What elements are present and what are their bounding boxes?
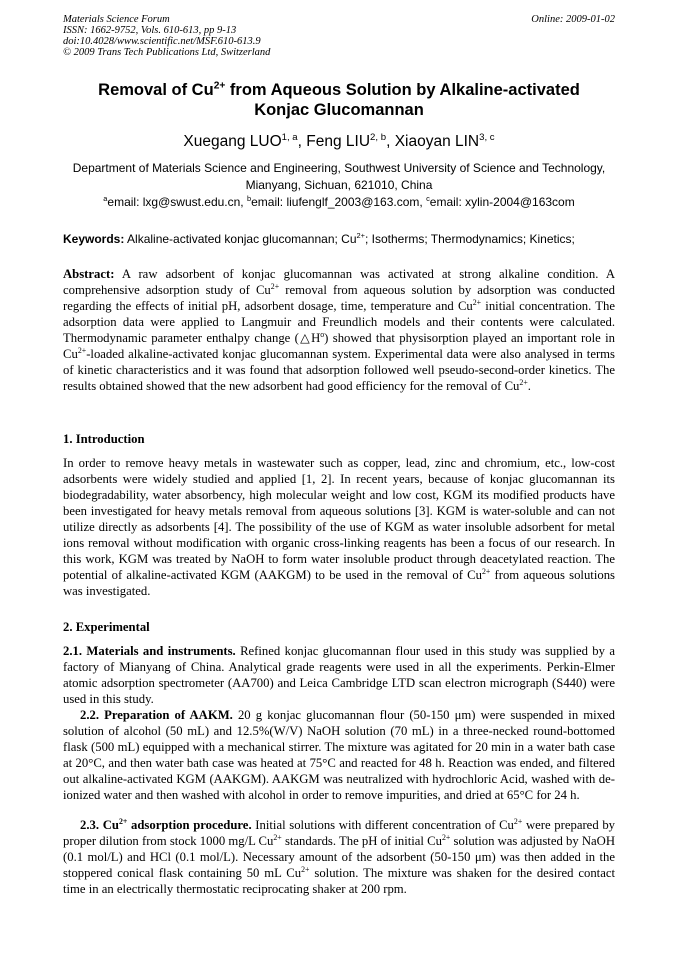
issn-line: ISSN: 1662-9752, Vols. 610-613, pp 9-13 <box>63 25 237 36</box>
online-date: Online: 2009-01-02 <box>531 14 615 25</box>
email-link[interactable]: email: xylin-2004@163com <box>429 195 575 209</box>
doi-line[interactable]: doi:10.4028/www.scientific.net/MSF.610-613.9 <box>63 36 261 47</box>
abstract: Abstract: A raw adsorbent of konjac glucomannan was activated at strong alkaline condition. A comprehensive adsorption study of $Cu^{2+}$ removal from aqueous solution by adsorption was conducted regarding the effects of initial pH, adsorbent dosage, time, temperature and $Cu^{2+}$ initial concentration. The adsorption data were applied to Langmuir and Freundlich models and their contents were calculated. Thermodynamic parameter enthalpy change $(\triangle H^o)$ showed that physisorption played an important role in $Cu^{2+}$-loaded alkaline-activated konjac glucomannan system. Experimental data were also analysed in terms of kinetic characteristics and it was found that adsorption followed well pseudo-second-order kinetics. The results obtained showed that the new adsorbent had good efficiency for the removal of $Cu^{2+}$. <box>63 267 615 393</box>
author-name: Feng LIU <box>306 133 371 150</box>
copyright-line: © 2009 Trans Tech Publications Ltd, Switzerland <box>63 47 271 58</box>
journal-header <box>63 14 615 58</box>
subsection-label: 2.3. $Cu^{2+}$ adsorption procedure. <box>80 816 252 832</box>
author-name: Xuegang LUO <box>183 133 282 150</box>
subsection-materials: 2.1. Materials and instruments. Refined konjac glucomannan flour used in this study was supplied by a factory of Mianyang of China. Analytical grade reagents were used in all the experiments. Perkin-Elmer atomic adsorption spectrometer (AA700) and Leica Cambridge LTD scan electron micrograph (S440) were used in this study. <box>63 644 615 706</box>
abstract-label: Abstract: <box>63 267 115 281</box>
author-emails: $^a$email: lxg@swust.edu.cn, $^b$email: liufenglf_2003@163.com, $^c$email: xylin-2004@163com <box>103 194 575 209</box>
keywords-label: Keywords: <box>63 232 125 246</box>
email-link[interactable]: email: liufenglf_2003@163.com, <box>251 195 427 209</box>
section-heading-introduction: 1. Introduction <box>63 432 145 446</box>
author-name: Xiaoyan LIN <box>394 133 480 150</box>
introduction-paragraph: In order to remove heavy metals in wastewater such as copper, lead, zinc and chromium, etc., low-cost adsorbents were widely studied and applied [1, 2]. In recent years, because of konjac glucomannan its biodegradability, water absorbency, high molecular weight and low cost, KGM its modified products have been investigated for heavy metals removal from aqueous solutions [3]. KGM is water-soluble and can not utilize directly as adsorbents [4]. The possibility of the use of KGM as water insoluble adsorbent for metal ions removal without modification with organic cross-linking reagents has been a focus of our research. In this work, KGM was treated by NaOH to form water insoluble product through deacetylated reaction. The potential of alkaline-activated KGM (AAKGM) to be used in the removal of $Cu^{2+}$ from aqueous solutions was investigated. <box>63 456 615 598</box>
keywords: Keywords: Alkaline-activated konjac glucomannan; $Cu^{2+}$; Isotherms; Thermodynamics; Kinetics; <box>63 231 575 246</box>
subsection-label: 2.2. Preparation of AAKM. <box>80 708 233 722</box>
subsection-adsorption-procedure: 2.3. $Cu^{2+}$ adsorption procedure. Initial solutions with different concentration of $Cu^{2+}$ were prepared by proper dilution from stock 1000 mg/L $Cu^{2+}$ standards. The pH of initial $Cu^{2+}$ solution was adjusted by NaOH (0.1 mol/L) and HCl (0.1 mol/L). Necessary amount of the adsorbent (50-150 μm) was then added in the stoppered conical flask containing 50 mL $Cu^{2+}$ solution. The mixture was shaken for the desired contact time in an electrically thermostatic reciprocating shaker at 200 rpm. <box>63 816 616 896</box>
paper-title: Removal of $Cu^{2+}$ from Aqueous Solution by Alkaline-activated Konjac Glucomannan <box>98 80 580 119</box>
subsection-preparation: 2.2. Preparation of AAKM. 20 g konjac glucomannan flour (50-150 μm) were suspended in mixed solution of alcohol (50 mL) and 12.5%(W/V) NaOH solution (70 mL) in a three-necked round-bottomed flask (500 mL) equipped with a mechanical stirrer. The mixture was agitated for 20 min in a water bath case at 20°C, and then water bath case was heated at 75°C and reacted for 48 h. Reaction was ended, and filtered out alkaline-activated KGM (AAKGM). AAKGM was neutralized with hydrochloric Acid, washed with de-ionized water and then washed with alcohol in order to remove impurities, and dried at 65°C for 24 h. <box>63 708 615 802</box>
affiliation: Department of Materials Science and Engineering, Southwest University of Science and Technology, Mianyang, Sichuan, 621010, China <box>72 161 606 192</box>
journal-name: Materials Science Forum <box>63 14 170 25</box>
email-link[interactable]: email: lxg@swust.edu.cn, <box>107 195 247 209</box>
section-heading-experimental: 2. Experimental <box>63 620 150 634</box>
author-list: Xuegang LUO$^{1, a}$, Feng LIU$^{2, b}$, Xiaoyan LIN$^{3, c}$ <box>183 131 495 150</box>
subsection-label: 2.1. Materials and instruments. <box>63 644 236 658</box>
